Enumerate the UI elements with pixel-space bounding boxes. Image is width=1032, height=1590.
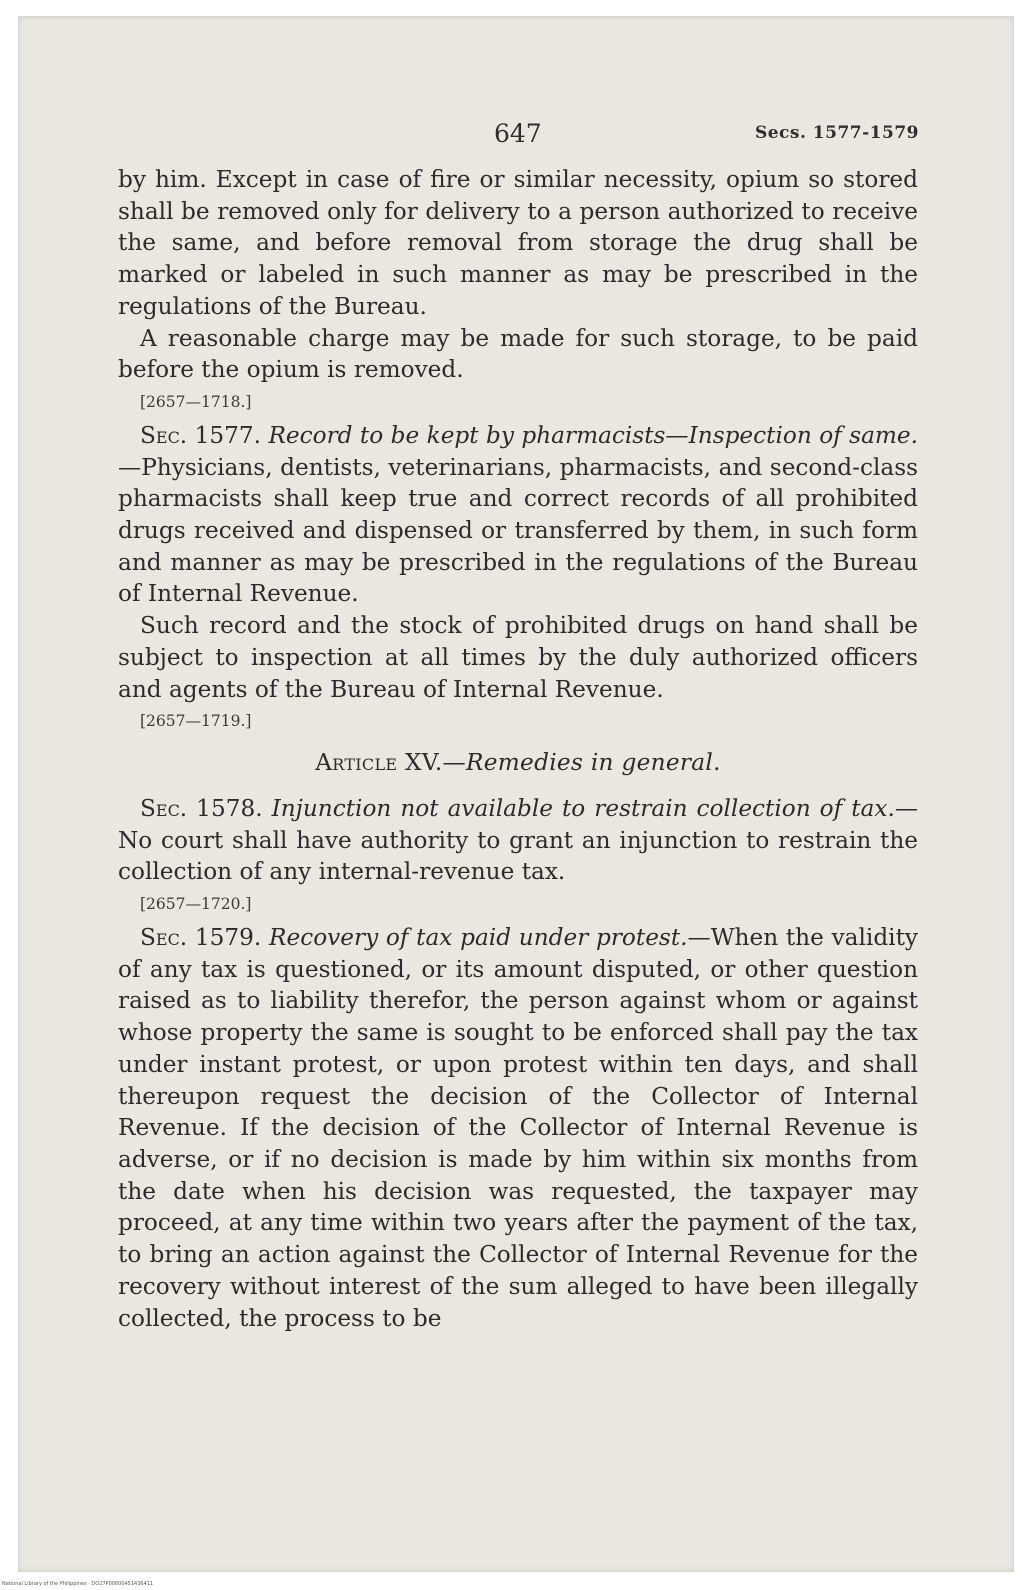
article-title: —Remedies in general. xyxy=(442,749,721,777)
sec-1579-paragraph xyxy=(118,922,918,1334)
sec-1579-label: Sec. 1579. xyxy=(140,924,262,952)
section-range: Secs. 1577-1579 xyxy=(754,123,919,143)
body-text xyxy=(118,164,918,1334)
sec-1578-title: Injunction not available to restrain collection of tax. xyxy=(271,794,895,822)
sec-1578-text: —No court shall have authority to grant an injunction to restrain the collection of any internal-revenue tax. xyxy=(118,794,919,886)
citation-1720: [2657—1720.] xyxy=(140,895,252,914)
sec-1577-label: Sec. 1577. xyxy=(140,421,261,449)
sec-1579-text: —When the validity of any tax is questioned, or its amount disputed, or other question raised as to liability therefor, the person against whom or against whose property the same is sought to be enforced shall pay the tax under instant protest, or upon protest within ten days, and shall thereupon request the decision of the Collector of Internal Revenue. If the decision of the Collector of Internal Revenue is adverse, or if no decision is made by him within six months from the date when his decision was requested, the taxpayer may proceed, at any time within two years after the payment of the tax, to bring an action against the Collector of Internal Revenue for the recovery without interest of the sum alleged to have been illegally collected, the process to be xyxy=(118,924,919,1332)
document-page xyxy=(18,16,1014,1572)
sec-1578-label: Sec. 1578. xyxy=(140,794,263,822)
continuation-paragraph: by him. Except in case of fire or similar necessity, opium so stored shall be removed only for delivery to a person authorized to receive the same, and before removal from storage the drug shall be marked or labeled in such manner as may be prescribed in the regulations of the Bureau. xyxy=(118,166,918,320)
sec-1577-paragraph xyxy=(118,420,918,610)
citation-1719: [2657—1719.] xyxy=(140,712,252,731)
sec-1577-text: —Physicians, dentists, veterinarians, pharmacists, and second-class pharmacists shall keep true and correct records of all prohibited drugs received and dispensed or transferred by them, in such form and manner as may be prescribed in the regulations of the Bureau of Internal Revenue. xyxy=(118,453,918,608)
article-label: Article XV. xyxy=(315,749,443,777)
page-number: 647 xyxy=(494,119,542,148)
article-heading xyxy=(118,747,918,779)
sec-1578-paragraph xyxy=(118,793,918,888)
citation-1718: [2657—1718.] xyxy=(140,392,252,411)
sec-1579-title: Recovery of tax paid under protest. xyxy=(269,924,688,952)
sec-1577-title: Record to be kept by pharmacists—Inspection of same. xyxy=(268,421,918,449)
footer-credit: National Library of the Philippines · DO27P00000451436411 xyxy=(2,1581,154,1587)
storage-charge-paragraph: A reasonable charge may be made for such storage, to be paid before the opium is removed. xyxy=(118,324,918,384)
page-header xyxy=(18,119,1014,153)
sec-1577-paragraph-2: Such record and the stock of prohibited drugs on hand shall be subject to inspection at all times by the duly authorized officers and agents of the Bureau of Internal Revenue. xyxy=(118,612,918,703)
